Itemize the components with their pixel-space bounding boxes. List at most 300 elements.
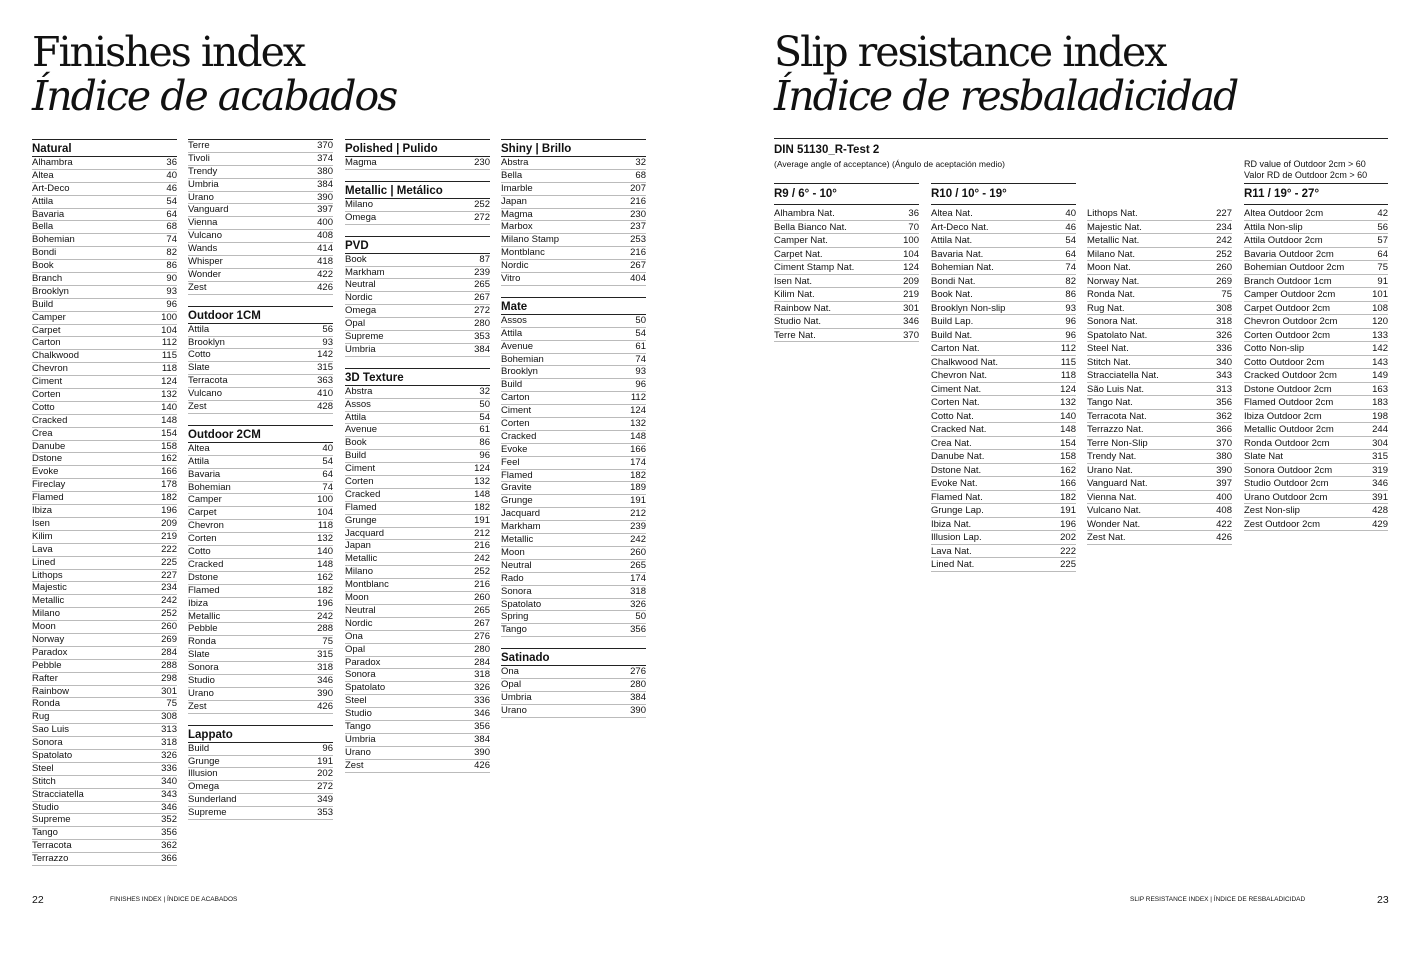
item-page: 56 — [322, 323, 333, 335]
item-page: 64 — [1065, 248, 1076, 260]
item-page: 400 — [1216, 491, 1232, 503]
item-name: Branch — [32, 273, 63, 285]
list-item — [931, 369, 1076, 383]
item-page: 370 — [317, 140, 333, 151]
slip-column-r9 — [774, 183, 919, 342]
item-name: Terre — [188, 140, 210, 151]
item-page: 163 — [1372, 383, 1388, 395]
item-name: Camper Outdoor 2cm — [1244, 289, 1336, 300]
item-name: Abstra — [345, 385, 373, 397]
list-item — [1244, 207, 1388, 221]
item-name: Neutral — [501, 559, 532, 571]
item-name: Illusion — [188, 768, 218, 780]
item-page: 276 — [474, 630, 490, 642]
item-page: 356 — [630, 624, 646, 636]
item-page: 148 — [317, 558, 333, 570]
item-name: Majestic — [32, 582, 67, 594]
item-page: 87 — [479, 253, 490, 265]
item-name: Tango — [501, 624, 527, 636]
page-number-left: 22 — [32, 894, 44, 906]
list-item — [345, 553, 490, 566]
item-name: Altea — [32, 169, 54, 181]
list-item — [32, 221, 177, 234]
list-item — [501, 341, 646, 354]
list-item — [188, 362, 333, 375]
item-name: Cotto Nat. — [931, 410, 974, 422]
item-page: 326 — [630, 598, 646, 610]
item-page: 318 — [161, 737, 177, 749]
item-page: 315 — [317, 362, 333, 374]
item-page: 207 — [630, 182, 646, 194]
item-page: 182 — [630, 469, 646, 481]
list-item — [32, 595, 177, 608]
item-page: 301 — [161, 685, 177, 697]
item-name: Metallic Nat. — [1087, 235, 1140, 246]
item-page: 132 — [630, 418, 646, 430]
item-name: Vanguard — [188, 204, 229, 216]
item-page: 400 — [317, 217, 333, 229]
item-page: 429 — [1372, 518, 1388, 530]
item-name: Steel Nat. — [1087, 343, 1129, 354]
item-name: Build Nat. — [931, 329, 973, 341]
item-page: 304 — [1372, 437, 1388, 449]
item-name: Studio Outdoor 2cm — [1244, 478, 1329, 489]
item-page: 112 — [1060, 343, 1076, 354]
list-item — [1087, 288, 1232, 302]
item-page: 397 — [317, 204, 333, 216]
item-name: Zest Non-slip — [1244, 505, 1300, 516]
item-name: Vienna — [188, 217, 218, 229]
item-name: Alhambra Nat. — [774, 208, 835, 219]
item-page: 209 — [903, 275, 919, 287]
list-item — [1087, 275, 1232, 289]
item-name: Grunge — [188, 755, 220, 767]
item-page: 74 — [1065, 262, 1076, 273]
item-page: 308 — [161, 711, 177, 723]
rd-line-2: Valor RD de Outdoor 2cm > 60 — [1244, 170, 1368, 180]
item-page: 319 — [1372, 464, 1388, 476]
item-name: Markham — [501, 521, 541, 533]
list-item — [345, 644, 490, 657]
finishes-column-4 — [501, 139, 646, 718]
item-page: 61 — [479, 424, 490, 436]
item-page: 346 — [1372, 478, 1388, 489]
item-page: 36 — [166, 157, 177, 168]
item-page: 100 — [161, 311, 177, 323]
list-item — [1087, 207, 1232, 221]
list-item — [32, 157, 177, 170]
item-name: Norway Nat. — [1087, 275, 1140, 287]
item-name: Bondi Nat. — [931, 275, 976, 287]
item-page: 346 — [903, 316, 919, 327]
item-name: Build — [501, 379, 523, 391]
list-item — [1087, 383, 1232, 397]
item-page: 269 — [1216, 275, 1232, 287]
item-name: Lined Nat. — [931, 559, 975, 570]
list-item — [931, 315, 1076, 329]
item-page: 154 — [1060, 437, 1076, 449]
item-name: Build Lap. — [931, 316, 974, 327]
list-item — [1087, 518, 1232, 532]
item-name: Corten — [188, 533, 217, 545]
item-name: Danube — [32, 440, 66, 452]
list-item — [345, 592, 490, 605]
list-item — [32, 698, 177, 711]
section-heading: Outdoor 1CM — [188, 306, 333, 324]
list-item — [931, 207, 1076, 221]
list-item — [931, 234, 1076, 248]
item-page: 61 — [635, 340, 646, 352]
item-name: Bohemian — [501, 353, 544, 365]
item-page: 54 — [322, 455, 333, 467]
item-name: Camper — [188, 494, 222, 506]
item-page: 93 — [322, 336, 333, 348]
item-page: 301 — [903, 302, 919, 314]
list-item — [1244, 356, 1388, 370]
list-item — [32, 234, 177, 247]
list-item — [345, 708, 490, 721]
item-name: Illusion Lap. — [931, 532, 982, 543]
list-item — [501, 209, 646, 222]
list-item — [32, 337, 177, 350]
item-name: Ibiza Nat. — [931, 518, 972, 530]
list-item — [345, 721, 490, 734]
list-item — [345, 254, 490, 267]
item-name: Ronda — [32, 698, 60, 710]
list-item — [345, 515, 490, 528]
item-name: Sonora — [501, 585, 532, 597]
item-name: Moon — [345, 592, 369, 604]
item-name: Rug Nat. — [1087, 302, 1125, 314]
list-item — [931, 288, 1076, 302]
item-page: 54 — [635, 327, 646, 339]
list-item — [188, 166, 333, 179]
item-page: 356 — [1216, 397, 1232, 408]
item-name: Pebble — [32, 659, 62, 671]
list-item — [188, 701, 333, 714]
list-item — [345, 502, 490, 515]
item-name: Chevron — [32, 363, 68, 375]
item-page: 68 — [166, 221, 177, 233]
item-page: 162 — [1060, 464, 1076, 476]
item-name: Camper Nat. — [774, 235, 828, 246]
item-page: 96 — [166, 298, 177, 310]
item-name: Opal — [345, 643, 366, 655]
item-name: Japan — [345, 540, 371, 552]
item-page: 140 — [161, 401, 177, 413]
list-item — [501, 470, 646, 483]
item-page: 267 — [630, 260, 646, 272]
item-page: 237 — [630, 221, 646, 233]
item-page: 391 — [1372, 491, 1388, 503]
list-item — [931, 329, 1076, 343]
item-page: 40 — [322, 442, 333, 454]
item-name: Metallic — [345, 553, 378, 565]
item-page: 272 — [317, 781, 333, 793]
item-name: Feel — [501, 456, 520, 468]
item-page: 162 — [317, 571, 333, 583]
list-item — [1244, 491, 1388, 505]
list-item — [32, 389, 177, 402]
slip-column-r10-b — [1087, 183, 1232, 545]
item-page: 142 — [1372, 343, 1388, 354]
list-item — [32, 196, 177, 209]
item-name: Milano Nat. — [1087, 248, 1136, 260]
item-name: Sonora Outdoor 2cm — [1244, 464, 1333, 476]
item-page: 343 — [1216, 370, 1232, 381]
item-name: Attila — [501, 327, 523, 339]
item-name: Isen Nat. — [774, 275, 813, 287]
item-page: 75 — [166, 698, 177, 710]
list-item — [501, 534, 646, 547]
item-page: 112 — [161, 337, 177, 349]
list-item — [32, 209, 177, 222]
item-name: Spring — [501, 611, 529, 623]
item-page: 191 — [474, 514, 490, 526]
item-name: Spatolato Nat. — [1087, 329, 1148, 341]
section-heading: Outdoor 2CM — [188, 425, 333, 443]
finish-section — [188, 306, 333, 414]
list-item — [931, 356, 1076, 370]
item-page: 353 — [474, 331, 490, 343]
list-item — [501, 221, 646, 234]
list-item — [501, 260, 646, 273]
item-name: Terre Non-Slip — [1087, 437, 1148, 449]
list-item — [931, 383, 1076, 397]
item-page: 362 — [1216, 410, 1232, 422]
list-item — [774, 288, 919, 302]
list-item — [32, 557, 177, 570]
item-name: Attila — [345, 411, 367, 423]
item-page: 380 — [1216, 451, 1232, 462]
list-item — [188, 388, 333, 401]
list-item — [501, 392, 646, 405]
item-page: 191 — [317, 755, 333, 767]
item-name: Spatolato — [345, 682, 386, 694]
list-item — [501, 183, 646, 196]
item-page: 75 — [1377, 262, 1388, 273]
item-name: Studio Nat. — [774, 316, 821, 327]
list-item — [345, 631, 490, 644]
list-item — [345, 267, 490, 280]
item-page: 253 — [630, 234, 646, 246]
item-name: Lava Nat. — [931, 545, 972, 557]
item-page: 315 — [317, 649, 333, 661]
item-page: 166 — [161, 466, 177, 478]
item-name: Sonora — [188, 662, 219, 674]
item-page: 166 — [630, 443, 646, 455]
item-page: 326 — [161, 749, 177, 761]
list-item — [1244, 423, 1388, 437]
item-name: Build — [188, 742, 210, 754]
item-name: Bella — [32, 221, 54, 233]
item-page: 252 — [474, 566, 490, 578]
title-es: Índice de resbaladicidad — [774, 72, 1238, 120]
item-name: Ciment — [32, 376, 63, 388]
item-name: Cotto — [188, 349, 211, 361]
list-item — [32, 376, 177, 389]
item-name: Corten Outdoor 2cm — [1244, 329, 1331, 341]
item-page: 93 — [166, 285, 177, 297]
list-item — [345, 344, 490, 357]
finish-section — [501, 297, 646, 637]
item-page: 315 — [1372, 451, 1388, 462]
list-item — [345, 412, 490, 425]
item-page: 191 — [1060, 505, 1076, 516]
list-item — [188, 204, 333, 217]
section-heading: PVD — [345, 236, 490, 254]
list-item — [188, 230, 333, 243]
list-item — [1087, 315, 1232, 329]
list-item — [32, 853, 177, 866]
item-page: 265 — [474, 279, 490, 291]
item-name: Zest — [188, 401, 207, 413]
list-item — [188, 756, 333, 769]
item-page: 124 — [630, 405, 646, 417]
item-page: 298 — [161, 672, 177, 684]
list-item — [188, 688, 333, 701]
list-item — [32, 737, 177, 750]
list-item — [32, 647, 177, 660]
item-name: Carpet — [188, 507, 217, 519]
list-item — [501, 692, 646, 705]
list-item — [188, 585, 333, 598]
item-page: 70 — [908, 221, 919, 233]
item-name: Altea Outdoor 2cm — [1244, 208, 1324, 219]
item-page: 32 — [479, 385, 490, 397]
list-item — [188, 401, 333, 414]
item-name: Trendy — [188, 165, 218, 177]
footer-right: SLIP RESISTANCE INDEX | ÍNDICE DE RESBALADICIDAD — [1130, 896, 1306, 903]
finish-section — [345, 368, 490, 773]
list-item — [501, 444, 646, 457]
list-item — [188, 179, 333, 192]
section-heading: Satinado — [501, 648, 646, 666]
list-item — [501, 405, 646, 418]
rd-note — [1244, 159, 1367, 181]
title-en: Finishes index — [32, 28, 305, 76]
item-page: 68 — [635, 169, 646, 181]
item-name: Wonder Nat. — [1087, 518, 1141, 530]
item-page: 196 — [317, 597, 333, 609]
item-page: 252 — [1216, 248, 1232, 260]
item-page: 288 — [317, 623, 333, 635]
item-name: Brooklyn — [32, 285, 69, 297]
list-item — [1244, 504, 1388, 518]
list-item — [774, 207, 919, 221]
item-name: Ona — [345, 630, 363, 642]
list-item — [32, 260, 177, 273]
finishes-column-3 — [345, 139, 490, 773]
list-item — [32, 582, 177, 595]
item-name: Book — [32, 260, 54, 272]
item-page: 118 — [1060, 370, 1076, 381]
list-item — [501, 573, 646, 586]
item-name: Ronda — [188, 636, 216, 648]
list-item — [188, 482, 333, 495]
item-name: Ciment Stamp Nat. — [774, 262, 855, 273]
item-name: Zest — [188, 700, 207, 712]
item-page: 242 — [1216, 235, 1232, 246]
list-item — [1087, 491, 1232, 505]
item-page: 82 — [1065, 275, 1076, 287]
finishes-column-2 — [188, 139, 333, 820]
item-name: Grunge Lap. — [931, 505, 984, 516]
list-item — [501, 521, 646, 534]
item-name: Evoke Nat. — [931, 478, 978, 489]
item-page: 380 — [317, 165, 333, 177]
item-page: 260 — [161, 621, 177, 633]
item-name: Zest — [188, 281, 207, 293]
finish-section — [188, 139, 333, 295]
item-page: 46 — [1065, 221, 1076, 233]
item-page: 104 — [317, 507, 333, 519]
list-item — [32, 750, 177, 763]
item-page: 384 — [630, 691, 646, 703]
item-name: Rafter — [32, 672, 58, 684]
list-item — [32, 466, 177, 479]
item-name: Urano — [345, 746, 371, 758]
item-page: 418 — [317, 256, 333, 268]
item-page: 149 — [1372, 370, 1388, 381]
item-name: Slate — [188, 649, 210, 661]
section-heading: Shiny | Brillo — [501, 139, 646, 157]
list-item — [501, 586, 646, 599]
slip-column-r10-a — [931, 183, 1076, 572]
item-page: 318 — [1216, 316, 1232, 327]
item-page: 288 — [161, 659, 177, 671]
item-page: 64 — [1377, 248, 1388, 260]
list-item — [1244, 315, 1388, 329]
item-page: 280 — [474, 318, 490, 330]
list-item — [501, 418, 646, 431]
item-name: Terre Nat. — [774, 329, 816, 341]
list-item — [32, 441, 177, 454]
item-name: Wands — [188, 243, 218, 255]
item-name: Metallic Outdoor 2cm — [1244, 424, 1334, 435]
list-item — [32, 312, 177, 325]
list-item — [1244, 248, 1388, 262]
list-item — [345, 279, 490, 292]
list-item — [188, 611, 333, 624]
list-item — [931, 221, 1076, 235]
list-item — [501, 495, 646, 508]
list-item — [1244, 518, 1388, 532]
item-page: 336 — [1216, 343, 1232, 354]
item-name: Lithops — [32, 569, 63, 581]
list-item — [501, 315, 646, 328]
list-item — [345, 331, 490, 344]
item-page: 242 — [474, 553, 490, 565]
item-page: 100 — [903, 235, 919, 246]
list-item — [1087, 450, 1232, 464]
list-item — [188, 349, 333, 362]
item-name: Crea Nat. — [931, 437, 972, 449]
list-item — [32, 531, 177, 544]
item-page: 32 — [635, 157, 646, 168]
item-name: Omega — [345, 305, 377, 317]
list-item — [501, 547, 646, 560]
list-item — [345, 734, 490, 747]
section-heading: Polished | Pulido — [345, 139, 490, 157]
item-name: Stracciatella Nat. — [1087, 370, 1159, 381]
item-name: Sonora — [345, 669, 376, 681]
item-page: 132 — [161, 389, 177, 401]
item-name: Supreme — [32, 814, 71, 826]
list-item — [1244, 464, 1388, 478]
list-item — [501, 157, 646, 170]
item-name: Isen — [32, 517, 50, 529]
